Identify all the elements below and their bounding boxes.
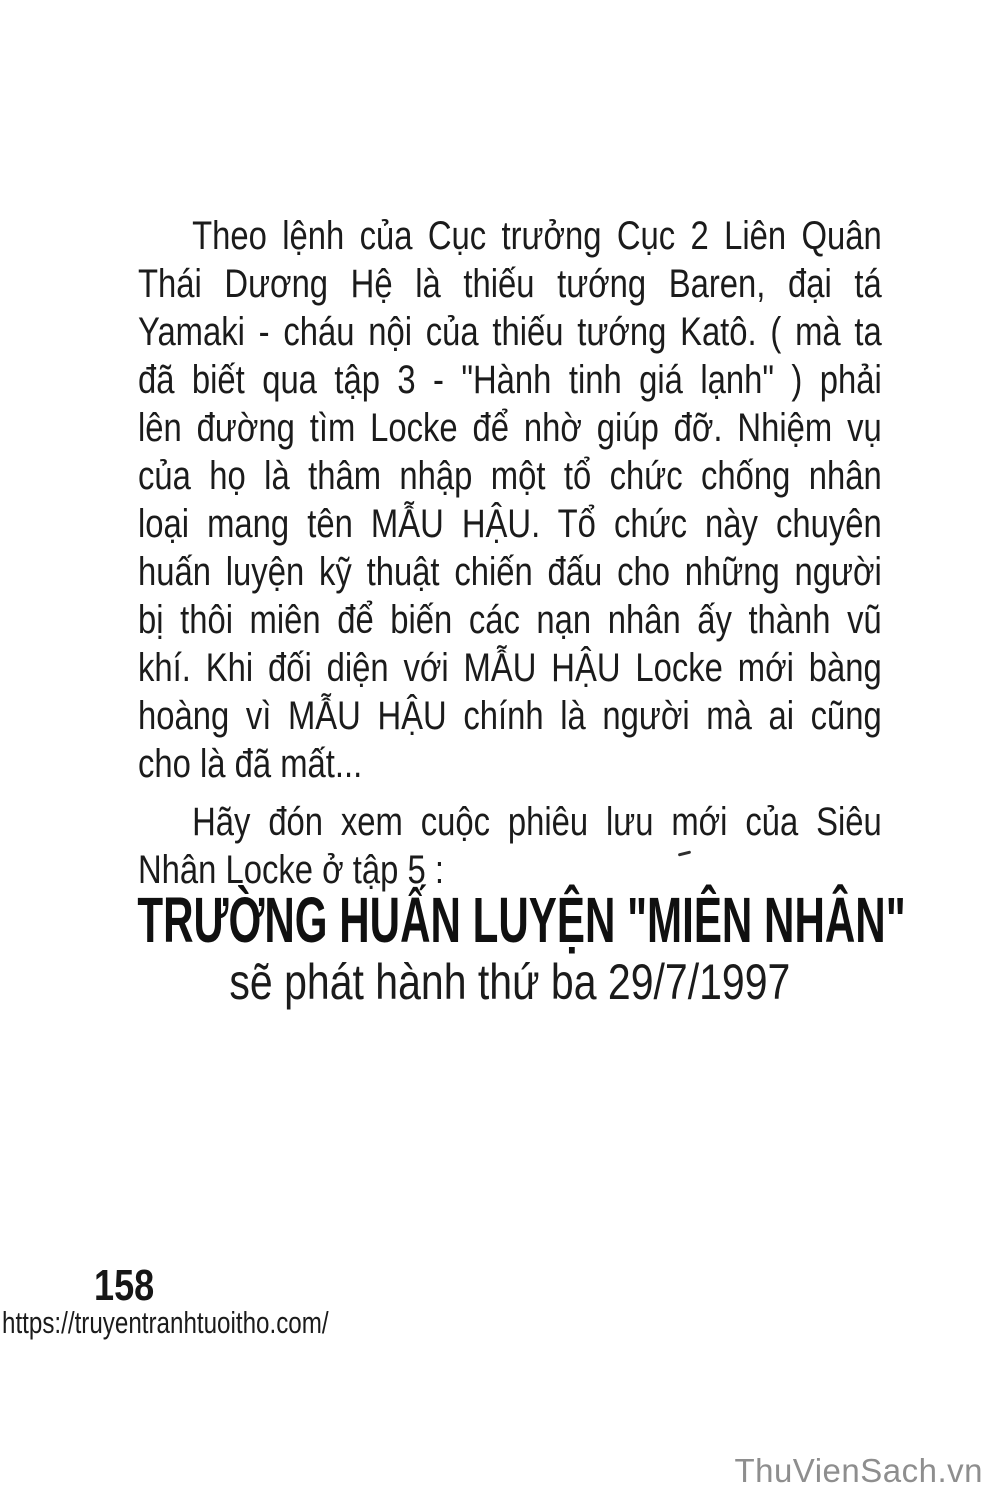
- page-number: 158: [94, 1261, 155, 1310]
- text-line: huấn luyện kỹ thuật chiến đấu cho những người: [138, 550, 882, 594]
- paragraph: [138, 798, 882, 894]
- release-info: sẽ phát hành thứ ba 29/7/1997: [229, 954, 791, 1010]
- next-volume-title: TRƯỜNG HUẤN LUYỆN "MIÊN NHÂN": [137, 885, 907, 957]
- text-line: loại mang tên MẪU HẬU. Tổ chức này chuyên: [138, 502, 882, 546]
- text-line: Theo lệnh của Cục trưởng Cục 2 Liên Quân: [192, 214, 882, 258]
- text-line: Nhân Locke ở tập 5 :: [138, 848, 444, 892]
- text-line: hoàng vì MẪU HẬU chính là người mà ai cũng: [138, 694, 882, 738]
- paragraph: [138, 212, 882, 788]
- text-line: khí. Khi đối diện với MẪU HẬU Locke mới bàng: [138, 646, 882, 690]
- text-line: Yamaki - cháu nội của thiếu tướng Katô. ( mà ta: [138, 310, 882, 354]
- text-line: bị thôi miên để biến các nạn nhân ấy thành vũ: [138, 598, 882, 642]
- text-line: cho là đã mất...: [138, 742, 363, 786]
- story-synopsis: [138, 212, 882, 894]
- text-line: Thái Dương Hệ là thiếu tướng Baren, đại tá: [138, 262, 882, 306]
- text-line: của họ là thâm nhập một tổ chức chống nhân: [138, 454, 882, 498]
- text-line: lên đường tìm Locke để nhờ giúp đỡ. Nhiệm vụ: [138, 406, 882, 450]
- text-line: Hãy đón xem cuộc phiêu lưu mới của Siêu: [192, 800, 882, 844]
- text-line: đã biết qua tập 3 - "Hành tinh giá lạnh" ) phải: [138, 358, 882, 402]
- watermark: ThuVienSach.vn: [734, 1452, 983, 1489]
- next-volume-title-wrap: [137, 885, 907, 957]
- source-url: https://truyentranhtuoitho.com/: [2, 1305, 329, 1340]
